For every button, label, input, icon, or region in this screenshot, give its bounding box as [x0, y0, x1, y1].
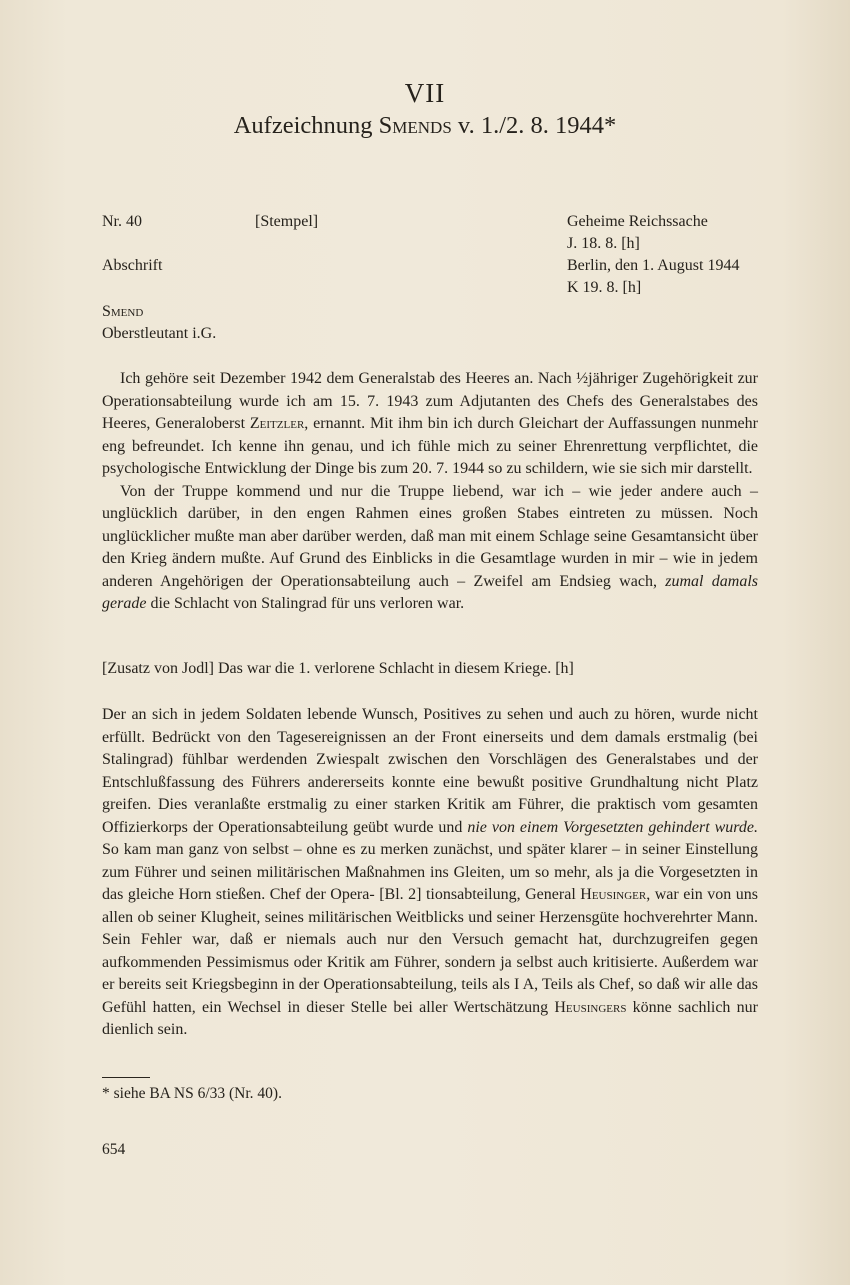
- para1-name: Zeitzler: [249, 415, 305, 432]
- author-name: Smend: [102, 303, 144, 320]
- place-date: Berlin, den 1. August 1944: [567, 257, 740, 274]
- para3-name-2: Heusingers: [554, 998, 627, 1016]
- reference-2: K 19. 8. [h]: [567, 279, 642, 296]
- title-pre: Aufzeichnung: [233, 112, 379, 139]
- para2-text-a: Von der Truppe kommend und nur die Truppe liebend, war ich – wie jeder andere auch – unglücklich darüber, in den engen Rahmen eines großen Stabes eintreten zu müssen. Noch unglücklicher mußte man aber darüber werden, daß man mit einem Schlage seine Gesamtansicht über den Krieg ändern mußte. Auf Grund des Einblicks in die Gesamtlage wurden in mir – wie in jedem anderen Angehörigen der Operationsabteilung auch – Zweifel am Endsieg wach,: [102, 482, 758, 590]
- footnote: * siehe BA NS 6/33 (Nr. 40).: [102, 1085, 282, 1102]
- para3-name-1: Heusinger: [580, 886, 647, 903]
- stamp-note: [Stempel]: [255, 213, 319, 230]
- para2-italic: zumal damals gerade: [102, 572, 759, 612]
- para1-text-b: , ernannt. Mit ihm bin ich durch Gleichart der Auffassungen nunmehr eng befreundet. Ich kenne ihn genau, und ich fühle mich zu seiner Ehrenrettung verpflichtet, die psychologische Entwicklung der Dinge bis zum 20. 7. 1944 so zu schildern, wie sie sich mir darstellt.: [102, 415, 758, 477]
- document-number: Nr. 40: [102, 213, 142, 230]
- footnote-rule: [102, 1077, 150, 1078]
- title-post: v. 1./2. 8. 1944*: [451, 112, 617, 139]
- jodl-addition: [Zusatz von Jodl] Das war die 1. verlorene Schlacht in diesem Kriege. [h]: [102, 660, 574, 677]
- para3-text-d: könne sachlich nur dienlich sein.: [102, 998, 758, 1038]
- para3-text-c: , war ein von uns allen ob seiner Klugheit, seines militärischen Weitblicks und seiner Herzensgüte hochverehrter Mann. Sein Fehler war, daß er niemals auch nur den Versuch gemacht hat, durchzugreifen gegen aufkommenden Pessimismus oder Kritik am Führer, sondern ja selbst auch kritisierte. Außerdem war er bereits seit Kriegsbeginn in der Operationsabteilung, teils als I A, Teils als Chef, so daß wir alle das Gefühl hatten, ein Wechsel in dieser Stelle bei aller Wertschätzung: [102, 886, 759, 1016]
- reference-1: J. 18. 8. [h]: [567, 235, 640, 252]
- para3-text-a: Der an sich in jedem Soldaten lebende Wunsch, Positives zu sehen und auch zu hören, wurde nicht erfüllt. Bedrückt von den Tagesereignissen an der Front einerseits und dem damals erstmalig (bei Stalingrad) fühlbar werdenden Zwiespalt zwischen den Vorschlägen des Generalstabes und der Entschlußfassung des Führers andererseits konnte eine bewußt positive Grundhaltung nicht Platz greifen. Dies veranlaßte erstmalig zu einer starken Kritik am Führer, die praktisch vom gesamten Offizierkorps der Operationsabteilung geübt wurde und: [102, 706, 758, 836]
- paragraph-2: [102, 481, 758, 616]
- main-text-2: [102, 704, 758, 1042]
- main-text-1: [102, 368, 758, 616]
- para2-text-b: die Schlacht von Stalingrad für uns verloren war.: [146, 595, 465, 612]
- title-name: Smends: [378, 112, 452, 139]
- document-title: [0, 112, 850, 140]
- paragraph-3: [102, 704, 758, 1042]
- copy-label: Abschrift: [102, 257, 163, 274]
- paragraph-1: [102, 368, 758, 481]
- para3-italic: nie von einem Vorgesetzten gehindert wurde.: [467, 818, 759, 836]
- author-rank: Oberstleutant i.G.: [102, 325, 217, 342]
- chapter-number: VII: [404, 78, 446, 108]
- para3-text-b: So kam man ganz von selbst – ohne es zu merken zunächst, und später klarer – in seiner Einstellung zum Führer und seinen militärischen Maßnahmen ins Gleiten, um so mehr, als ja die Vorgesetzten in das gleiche Horn stießen. Chef der Opera- [Bl. 2] tionsabteilung, General: [102, 841, 758, 903]
- classification: Geheime Reichssache: [567, 213, 708, 230]
- para1-text-a: Ich gehöre seit Dezember 1942 dem Generalstab des Heeres an. Nach ½jähriger Zugehörigkeit zur Operationsabteilung wurde ich am 15. 7. 1943 zum Adjutanten des Chefs des Generalstabes des Heeres, Generaloberst: [102, 370, 758, 432]
- page-number: 654: [102, 1141, 126, 1158]
